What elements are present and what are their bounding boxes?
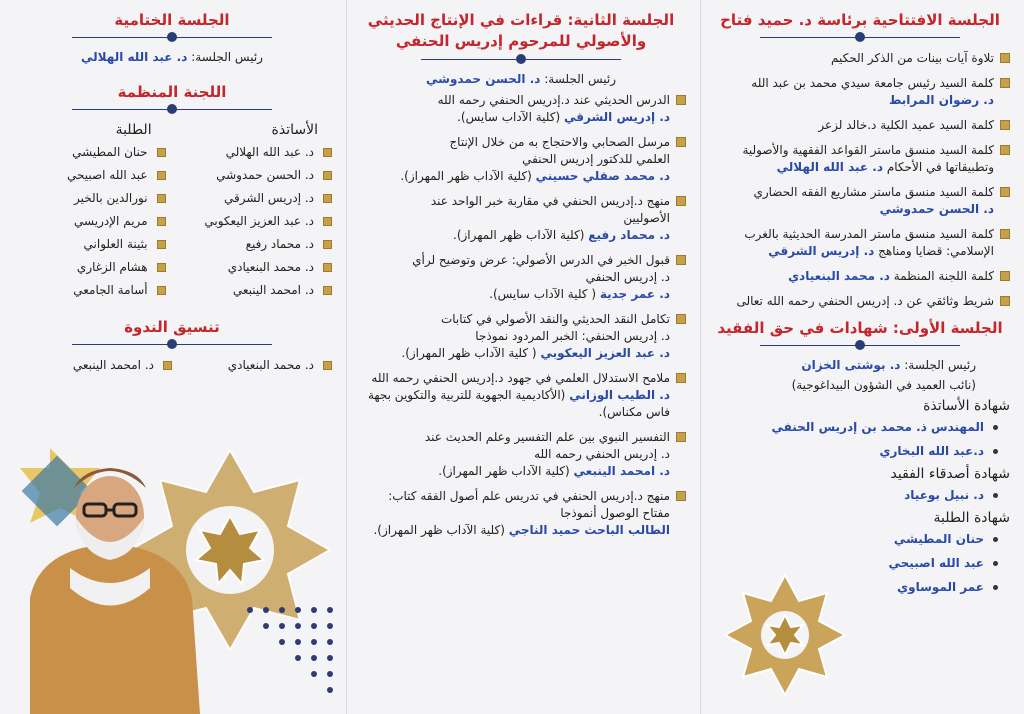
speaker-affiliation: ( كلية الآداب سايس). (489, 287, 597, 301)
square-bullet-icon (676, 255, 686, 265)
testimony-name: د. نبيل بوعياد (710, 486, 1010, 504)
talk-item (356, 92, 686, 126)
students-column (12, 122, 166, 305)
square-bullet-icon (676, 432, 686, 442)
agenda-item: كلمة السيد منسق ماستر مشاريع الفقه الحضاري د. الحسن حمدوشي (710, 184, 1010, 218)
pattern-dot (327, 655, 333, 661)
square-bullet-icon (1000, 145, 1010, 155)
pattern-dot (279, 639, 285, 645)
testimony-name: د.عبد الله البخاري (710, 442, 1010, 460)
pattern-dot (295, 623, 301, 629)
square-bullet-icon (323, 263, 332, 272)
speaker-name: د. عبد الله الهلالي (776, 160, 884, 174)
talk-title-line: العلمي للدكتور إدريس الحنفي (522, 152, 670, 166)
speaker-name: د. عمر جدية (599, 287, 670, 301)
dot-grid-pattern-icon (230, 600, 340, 700)
square-bullet-icon (323, 361, 332, 370)
square-bullet-icon (1000, 229, 1010, 239)
title-divider (760, 32, 960, 42)
title-divider (72, 339, 272, 349)
speaker-affiliation: (كلية الآداب ظهر المهراز). (373, 523, 505, 537)
talk-title-line: د. إدريس الحنفي (585, 270, 670, 284)
pattern-dot (311, 639, 317, 645)
square-bullet-icon (157, 217, 166, 226)
talk-item (356, 488, 686, 539)
speaker-affiliation: ( كلية الآداب ظهر المهراز). (401, 346, 537, 360)
committee-member: د. الحسن حمدوشي (178, 167, 332, 190)
square-bullet-icon (676, 196, 686, 206)
talk-item (356, 429, 686, 480)
committee-member: د. عبد العزيز اليعكوبي (178, 213, 332, 236)
session2-chair: رئيس الجلسة: د. الحسن حمدوشي (426, 72, 616, 86)
talk-title-line: مفتاح الوصول أنموذجا (560, 506, 670, 520)
committee-member: أسامة الجامعي (12, 282, 166, 305)
square-bullet-icon (163, 361, 172, 370)
talk-title-line: منهج د.إدريس الحنفي في تدريس علم أصول الفقه كتاب: (388, 489, 670, 503)
committee-member: د. محماد رفيع (178, 236, 332, 259)
testimony-heading: شهادة الطلبة (933, 510, 1010, 526)
students-heading: الطلبة (115, 122, 152, 138)
testimony-name: المهندس ذ. محمد بن إدريس الحنفي (710, 418, 1010, 436)
talk-item (356, 134, 686, 185)
pattern-dot (295, 607, 301, 613)
title-divider (421, 54, 621, 64)
square-bullet-icon (323, 194, 332, 203)
talk-title-line: مرسل الصحابي والاحتجاج به من خلال الإنتاج (449, 135, 670, 149)
talk-title-line: منهج د.إدريس الحنفي في مقاربة خبر الواحد عند (430, 194, 670, 208)
speaker-name: د. إدريس الشرقي (768, 244, 875, 258)
speaker-affiliation: (كلية الآداب ظهر المهراز). (453, 228, 585, 242)
talk-item (356, 193, 686, 244)
pattern-dot (263, 623, 269, 629)
speaker-name: د. محمد صقلي حسيني (535, 169, 670, 183)
talk-title-line: د. إدريس الحنفي رحمه الله (534, 447, 670, 461)
square-bullet-icon (323, 286, 332, 295)
square-bullet-icon (676, 314, 686, 324)
square-bullet-icon (157, 171, 166, 180)
testimony-heading: شهادة أصدقاء الفقيد (890, 466, 1010, 482)
speaker-name: د. امحمد الينبعي (573, 464, 670, 478)
talk-list (356, 92, 686, 539)
square-bullet-icon (323, 217, 332, 226)
title-divider (72, 32, 272, 42)
pattern-dot (311, 671, 317, 677)
talk-title-line: تكامل النقد الحديثي والنقد الأصولي في كتابات (440, 312, 670, 326)
committee-member: د. محمد البنعيادي (178, 259, 332, 282)
square-bullet-icon (1000, 78, 1010, 88)
session2-title: الجلسة الثانية: قراءات في الإنتاج الحديثي والأصولي للمرحوم إدريس الحنفي (367, 11, 675, 50)
square-bullet-icon (1000, 187, 1010, 197)
agenda-item: كلمة السيد منسق ماستر المدرسة الحديثية بالغرب الإسلامي: قضايا ومناهج د. إدريس الشرقي (710, 226, 1010, 260)
speaker-affiliation: (الأكاديمية الجهوية للتربية والتكوين بجهة فاس مكناس). (367, 388, 670, 419)
talk-item (356, 252, 686, 303)
speaker-name: د. الحسن حمدوشي (879, 202, 994, 216)
square-bullet-icon (676, 491, 686, 501)
talk-item (356, 311, 686, 362)
speaker-name: د. محمد البنعيادي (788, 269, 890, 283)
opening-title: الجلسة الافتتاحية برئاسة د. حميد فتاح (720, 11, 1000, 29)
committee-member: د. عبد الله الهلالي (178, 144, 332, 167)
square-bullet-icon (676, 137, 686, 147)
coordination-names (12, 357, 332, 380)
pattern-dot (311, 623, 317, 629)
agenda-item: كلمة السيد عميد الكلية د.خالد لزعر (710, 117, 1010, 134)
title-divider (760, 340, 960, 350)
pattern-dot (279, 623, 285, 629)
session1-title: الجلسة الأولى: شهادات في حق الفقيد (717, 319, 1003, 337)
coordinator-name: د. امحمد الينبعي (12, 357, 172, 380)
pattern-dot (295, 655, 301, 661)
talk-title-line: الأصوليين (623, 211, 670, 225)
committee-member: نورالدين بالخير (12, 190, 166, 213)
talk-title-line: قبول الخبر في الدرس الأصولي: عرض وتوضيح لرأي (412, 253, 670, 267)
talk-title-line: د. إدريس الحنفي: الخبر المردود نموذجا (475, 329, 670, 343)
square-bullet-icon (1000, 296, 1010, 306)
pattern-dot (327, 623, 333, 629)
session1-chair: رئيس الجلسة: د. بوشتى الخزان (801, 358, 976, 372)
agenda-item: كلمة السيد منسق ماستر القواعد الفقهية والأصولية وتطبيقاتها في الأحكام د. عبد الله الهلالي (710, 142, 1010, 176)
talk-item (356, 370, 686, 421)
committee-member: هشام الزغاري (12, 259, 166, 282)
closing-title: الجلسة الختامية (114, 11, 230, 29)
committee-columns (12, 122, 332, 305)
pattern-dot (327, 639, 333, 645)
testimony-name: حنان المطيشي (710, 530, 1010, 548)
committee-member: حنان المطيشي (12, 144, 166, 167)
square-bullet-icon (157, 194, 166, 203)
square-bullet-icon (323, 240, 332, 249)
square-bullet-icon (1000, 53, 1010, 63)
agenda-item: شريط وثائقي عن د. إدريس الحنفي رحمه الله تعالى (710, 293, 1010, 310)
coordinator-name: د. محمد البنعيادي (172, 357, 332, 380)
committee-member: بثينة العلواني (12, 236, 166, 259)
title-divider (72, 104, 272, 114)
pattern-dot (327, 687, 333, 693)
speaker-name: د. عبد العزيز اليعكوبي (540, 346, 670, 360)
square-bullet-icon (157, 148, 166, 157)
testimony-name: عبد الله اصبيحي (710, 554, 1010, 572)
committee-member: مريم الإدريسي (12, 213, 166, 236)
talk-title-line: الدرس الحديثي عند د.إدريس الحنفي رحمه الله (437, 93, 670, 107)
portrait-image (10, 448, 210, 714)
speaker-name: د. رضوان المرابط (888, 93, 994, 107)
agenda-item: كلمة اللجنة المنظمة د. محمد البنعيادي (710, 268, 1010, 285)
agenda-item: كلمة السيد رئيس جامعة سيدي محمد بن عبد الله د. رضوان المرابط (710, 75, 1010, 109)
speaker-affiliation: (كلية الآداب سايس). (457, 110, 561, 124)
pattern-dot (295, 639, 301, 645)
square-bullet-icon (1000, 120, 1010, 130)
session1-chair-role: (نائب العميد في الشؤون البيداغوجية) (791, 378, 976, 392)
square-bullet-icon (323, 148, 332, 157)
committee-member: د. امحمد الينبعي (178, 282, 332, 305)
square-bullet-icon (157, 286, 166, 295)
pattern-dot (327, 671, 333, 677)
pattern-dot (279, 607, 285, 613)
square-bullet-icon (157, 240, 166, 249)
speaker-name: د. الطيب الوزاني (569, 388, 670, 402)
speaker-affiliation: (كلية الآداب ظهر المهراز). (400, 169, 532, 183)
pattern-dot (311, 655, 317, 661)
committee-member: عبد الله اصبيحي (12, 167, 166, 190)
professors-heading: الأساتذة (271, 122, 318, 138)
square-bullet-icon (323, 171, 332, 180)
agenda-item: تلاوة آيات بينات من الذكر الحكيم (710, 50, 1010, 67)
committee-member: د. إدريس الشرقي (178, 190, 332, 213)
square-bullet-icon (676, 95, 686, 105)
pattern-dot (311, 607, 317, 613)
testimony-heading: شهادة الأساتذة (923, 398, 1010, 414)
speaker-name: الطالب الباحث حميد الناجي (508, 523, 670, 537)
speaker-name: د. محماد رفيع (588, 228, 670, 242)
committee-title: اللجنة المنظمة (117, 83, 227, 101)
session2-panel (346, 0, 700, 714)
coordination-title: تنسيق الندوة (124, 318, 220, 336)
testimony-name: عمر الموساوي (710, 578, 1010, 596)
talk-title-line: التفسير النبوي بين علم التفسير وعلم الحديث عند (424, 430, 670, 444)
pattern-dot (327, 607, 333, 613)
square-bullet-icon (1000, 271, 1010, 281)
square-bullet-icon (676, 373, 686, 383)
professors-column (178, 122, 332, 305)
square-bullet-icon (157, 263, 166, 272)
pattern-dot (247, 607, 253, 613)
talk-title-line: ملامح الاستدلال العلمي في جهود د.إدريس الحنفي رحمه الله (371, 371, 670, 385)
gold-star-ornament-icon (720, 570, 850, 700)
speaker-name: د. إدريس الشرقي (563, 110, 670, 124)
speaker-affiliation: (كلية الآداب ظهر المهراز). (438, 464, 570, 478)
closing-chair: رئيس الجلسة: د. عبد الله الهلالي (81, 50, 263, 64)
pattern-dot (263, 607, 269, 613)
